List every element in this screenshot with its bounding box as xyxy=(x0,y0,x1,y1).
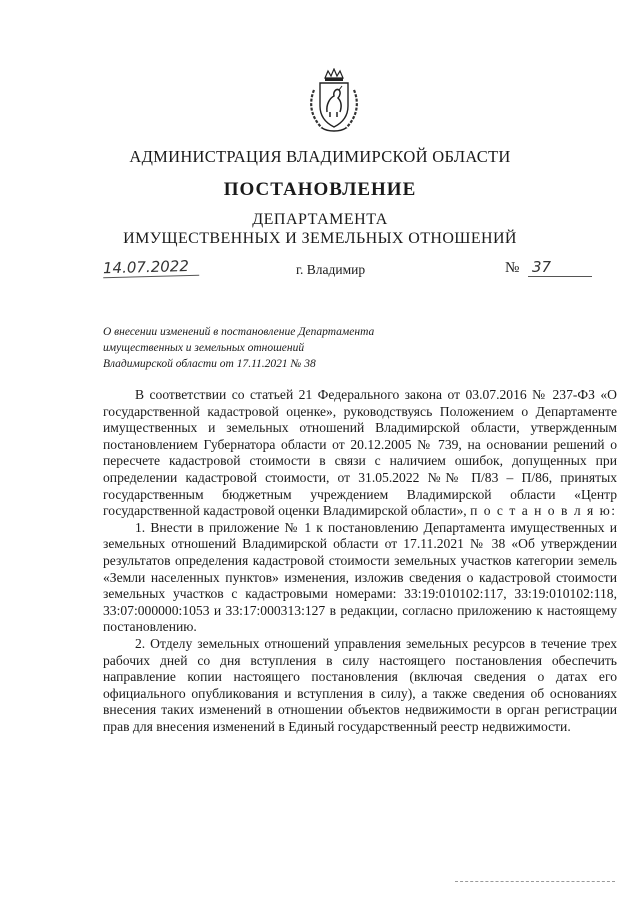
document-subject xyxy=(103,324,423,372)
organization-title: АДМИНИСТРАЦИЯ ВЛАДИМИРСКОЙ ОБЛАСТИ xyxy=(129,147,511,166)
clause-1-paragraph: 1. Внести в приложение № 1 к постановлению Департамента имущественных и земельных отношений Владимирской области от 17.11.2021 № 38 «Об утверждении результатов определения кадастровой стоимости земельных участков категории земель «Земли населенных пунктов» изменения, изложив сведения о кадастровой стоимости земельных участков с кадастровыми номерами: 33:19:010102:117, 33:19:010102:118, 33:07:000000:1053 и 33:17:000313:127 в редакции, согласно приложению к настоящему постановлению. xyxy=(103,519,617,635)
department-title-line2: ИМУЩЕСТВЕННЫХ И ЗЕМЕЛЬНЫХ ОТНОШЕНИЙ xyxy=(123,230,517,247)
subject-line: О внесении изменений в постановление Департамента xyxy=(103,326,375,338)
department-title-line1: ДЕПАРТАМЕНТА xyxy=(252,211,388,228)
preamble-text: В соответствии со статьей 21 Федерального закона от 03.07.2016 № 237-ФЗ «О государственной кадастровой оценке», руководствуясь Положением о Департаменте имущественных и земельных отношений Владимирской области, утвержденным постановлением Губернатора области от 20.12.2005 № 739, на основании решений о пересчете кадастровой стоимости в связи с наличием ошибок, допущенных при определении кадастровой стоимости, от 31.05.2022 №№ П/83 – П/86, принятых государственным бюджетным учреждением Владимирской области «Центр государственной кадастровой оценки Владимирской области», xyxy=(103,387,617,519)
coat-of-arms-icon xyxy=(306,68,362,134)
clause-2-paragraph: 2. Отделу земельных отношений управления земельных ресурсов в течение трех рабочих дней со дня вступления в силу настоящего постановления обеспечить направление копии настоящего постановления (включая сведения о датах его официального опубликования и вступления в силу), а также сведения об основаниях внесения таких изменений в отношении объектов недвижимости в орган регистрации прав для внесения изменений в Единый государственный реестр недвижимости. xyxy=(103,635,617,734)
city-label: г. Владимир xyxy=(296,262,366,277)
date-number-row xyxy=(0,258,640,282)
subject-line: Владимирской области от 17.11.2021 № 38 xyxy=(103,358,316,370)
subject-line: имущественных и земельных отношений xyxy=(103,342,305,354)
resolve-word: п о с т а н о в л я ю: xyxy=(470,503,617,519)
handwritten-number: 37 xyxy=(528,258,592,277)
number-label: № xyxy=(505,260,520,276)
preamble-paragraph xyxy=(103,387,617,520)
document-body xyxy=(103,387,617,735)
document-type-title: ПОСТАНОВЛЕНИЕ xyxy=(223,179,417,200)
footer-divider xyxy=(455,881,615,882)
handwritten-date: 14.07.2022 xyxy=(103,257,199,279)
